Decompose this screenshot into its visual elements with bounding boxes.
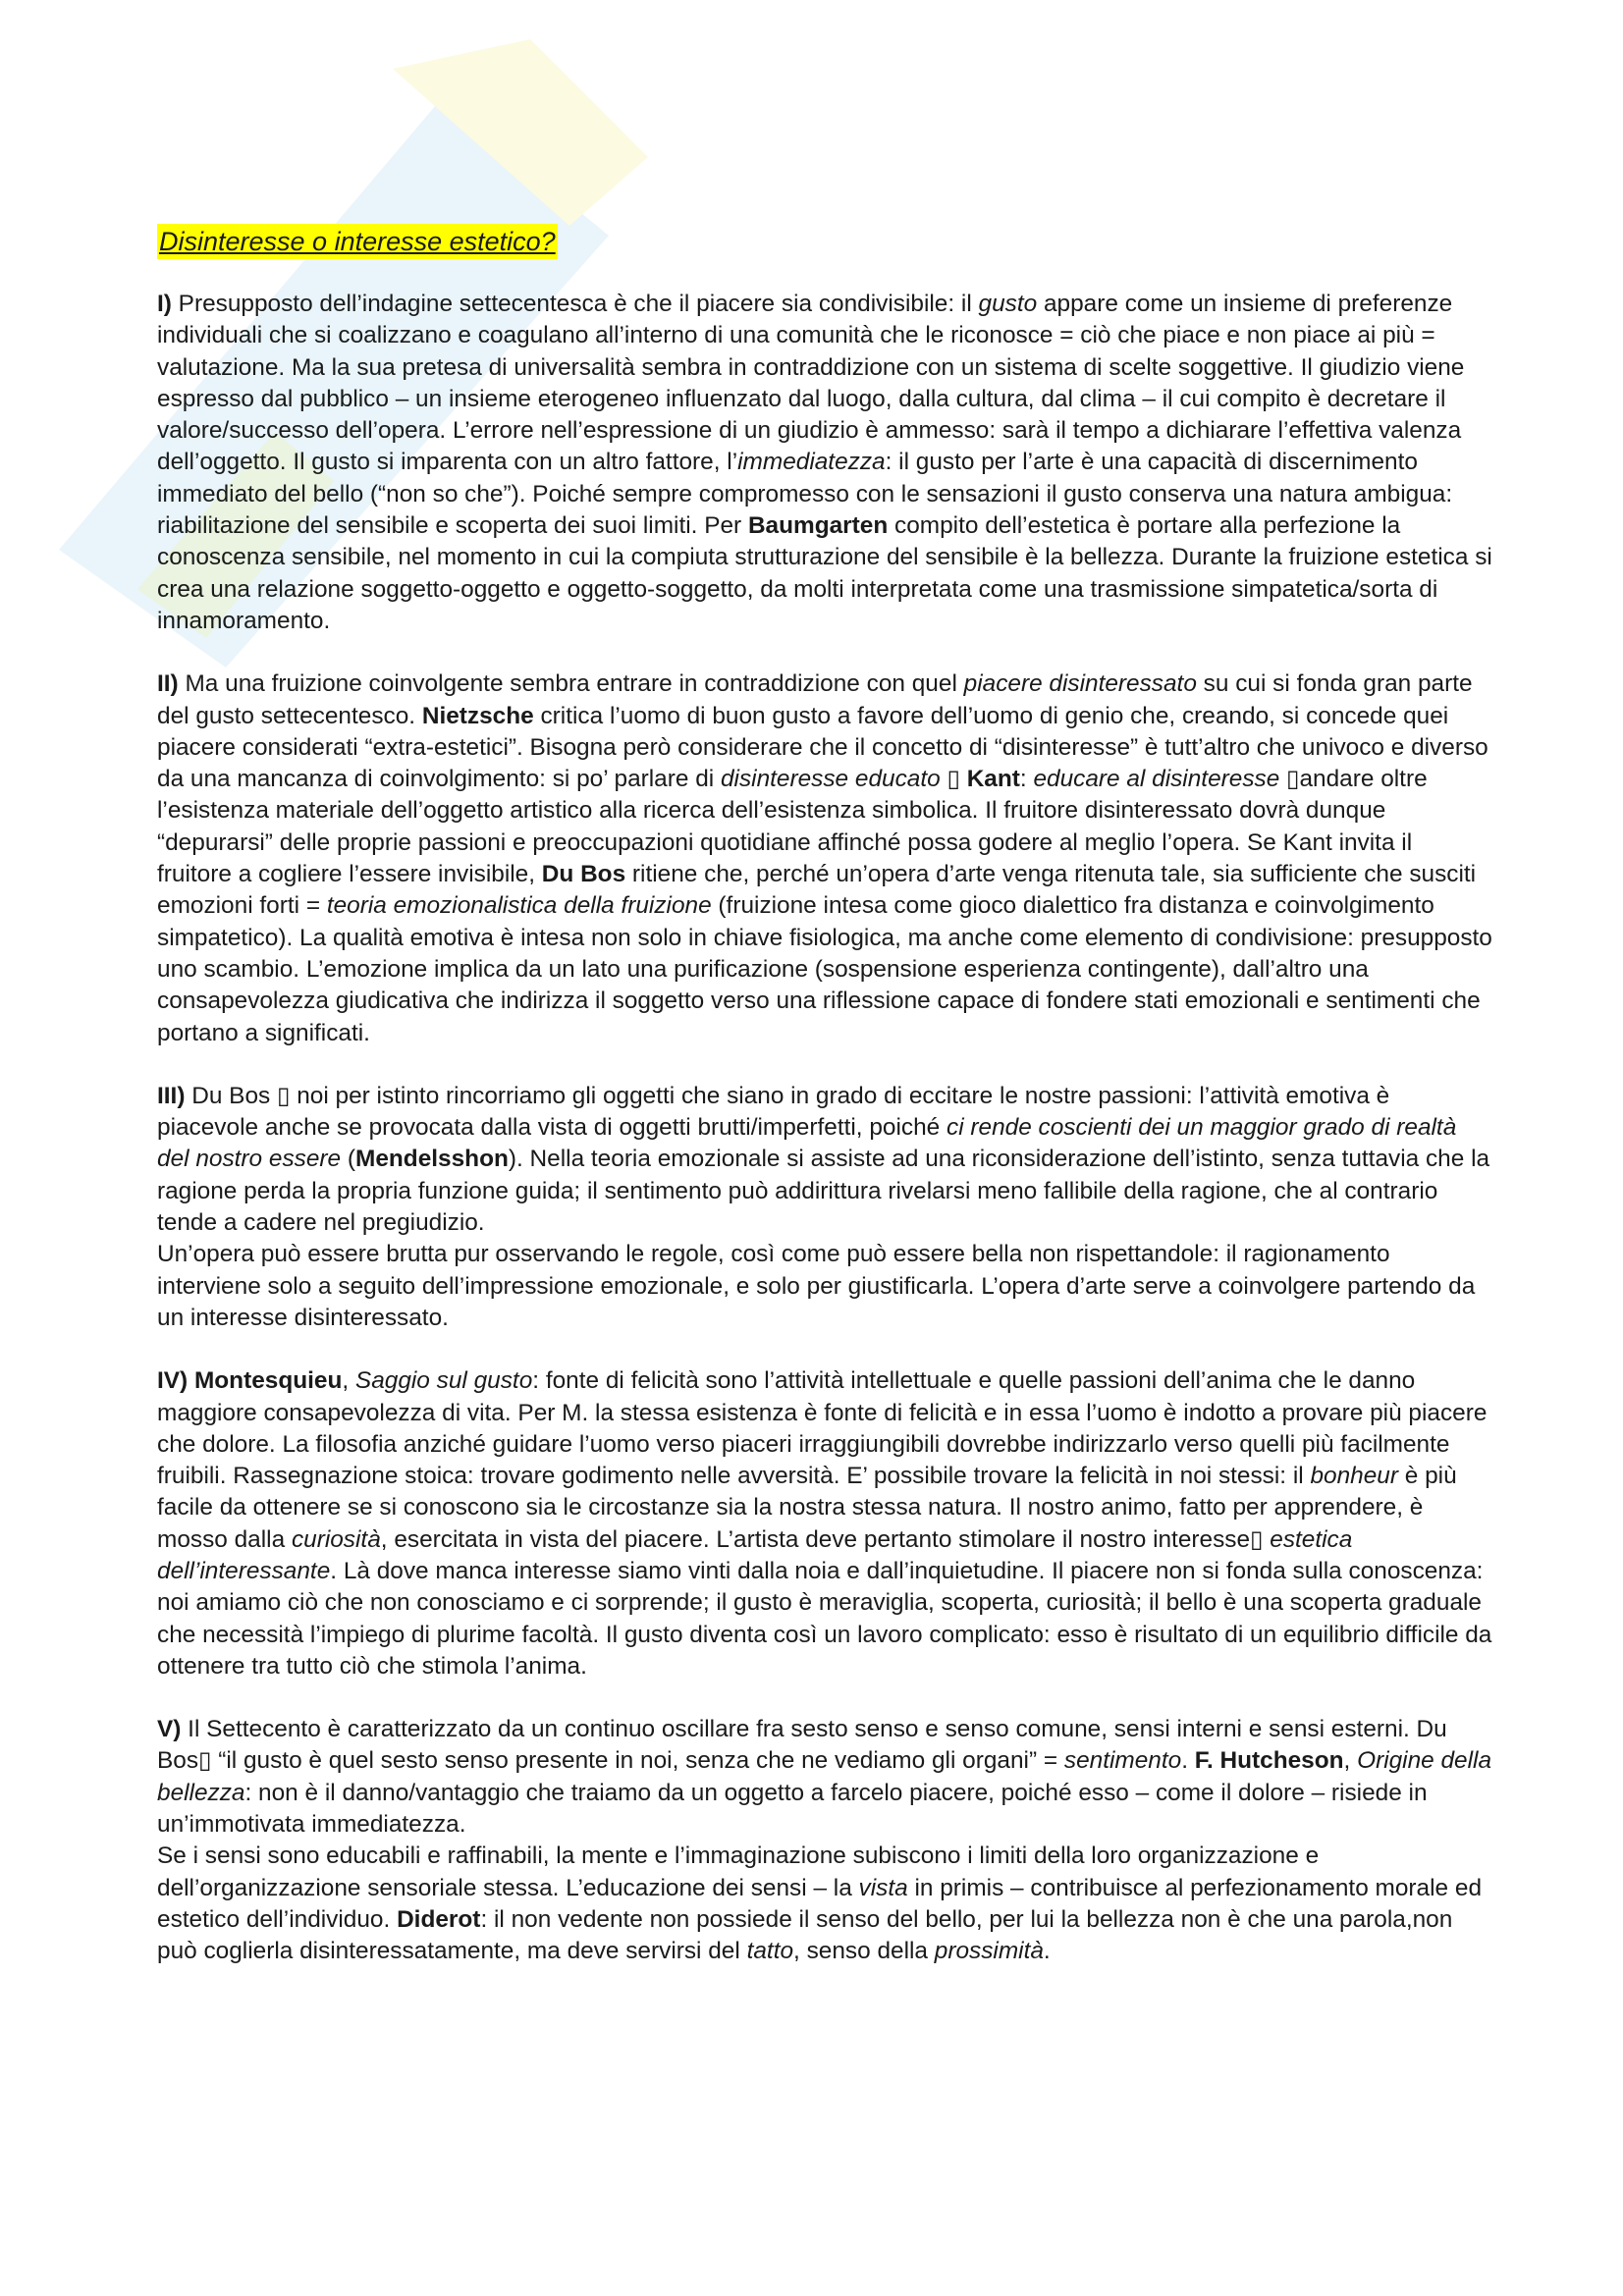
paragraph-text: : il gusto per l’arte è una capacità di discernimento immediato del bello (“non so che”). Poiché sempre compromesso con le sensazioni il gusto conserva una natura ambigua: riabilitazione del sensibile e scoperta dei suoi limiti. Per <box>157 449 1453 540</box>
paragraph-text: critica l’uomo di buon gusto a favore dell’uomo di genio che, creando, si concede quei piacere considerati “extra-estetici”. Bisogna però considerare che il concetto di “disinteresse” è tutt’altro che univoco e diverso da una mancanza di coinvolgimento: si po’ parlare di <box>157 702 1488 793</box>
paragraph-text: : non è il danno/vantaggio che traiamo da un oggetto a farcelo piacere, poiché esso – come il dolore – risiede in un’immotivata immediatezza. <box>157 1779 1428 1839</box>
paragraph-text: appare come un insieme di preferenze individuali che si coalizzano e coagulano all’interno di una comunità che le riconosce = ciò che piace e non piace ai più = valutazione. Ma la sua pretesa di universalità sembra in contraddizione con un sistema di scelte soggettive. Il giudizio viene espresso dal pubblico – un insieme eterogeneo influenzato dal luogo, dalla cultura, dal clima – il cui compito è decretare il valore/successo dell’opera. L’errore nell’espressione di un giudizio è ammesso: sarà il tempo a dichiarare l’effettiva valenza dell’oggetto. Il gusto si imparenta con un altro fattore, l’ <box>157 291 1465 476</box>
bold-text: Kant <box>966 766 1020 793</box>
paragraph-text: , senso della <box>793 1938 935 1965</box>
paragraph-text: , <box>1343 1747 1358 1775</box>
paragraph-text: in primis – contribuisce al perfezionamento morale ed estetico dell’individuo. <box>157 1874 1483 1933</box>
bold-text: II) <box>157 670 179 698</box>
paragraph-text: Ma una fruizione coinvolgente sembra entrare in contraddizione con quel <box>178 670 964 698</box>
paragraph-text: Se i sensi sono educabili e raffinabili, la mente e l’immaginazione subiscono i limiti della loro organizzazione e dell’organizzazione sensoriale stessa. L’educazione dei sensi – la <box>157 1842 1320 1901</box>
bold-text: IV) <box>157 1367 189 1395</box>
paragraph-text: Du Bos ▯ noi per istinto rincorriamo gli oggetti che siano in grado di eccitare le nostre passioni: l’attività emotiva è piacevole anche se provocata dalla vista di oggetti brutti/imperfetti, poiché <box>157 1082 1390 1142</box>
paragraph-text: compito dell’estetica è portare alla perfezione la conoscenza sensibile, nel momento in cui la compiuta strutturazione del sensibile è la bellezza. Durante la fruizione estetica si crea una relazione soggetto-oggetto e oggetto-soggetto, da molti interpretata come una trasmissione simpatetica/sorta di innamoramento. <box>157 512 1492 634</box>
paragraph-text: ▯andare oltre l’esistenza materiale dell’oggetto artistico alla ricerca dell’esistenza simbolica. Il fruitore disinteressato dovrà dunque “depurarsi” delle proprie passioni e preoccupazioni quotidiane affinché possa godere al meglio l’opera. Se Kant invita il fruitore a cogliere l’essere invisibile, <box>157 766 1428 888</box>
paragraph-text: (fruizione intesa come gioco dialettico fra distanza e coinvolgimento simpatetico). La qualità emotiva è intesa non solo in chiave fisiologica, ma anche come elemento di condivisione: presupposto uno scambio. L’emozione implica da un lato una purificazione (sospensione esperienza contingente), dall’altro una consapevolezza giudicativa che indirizza il soggetto verso una riflessione capace di fondere stati emozionali e sentimenti che portano a significati. <box>157 892 1492 1046</box>
italic-text: curiosità <box>291 1525 381 1553</box>
italic-text: sentimento <box>1063 1747 1182 1775</box>
paragraph-text: . <box>1043 1938 1051 1965</box>
paragraph-text: Il Settecento è caratterizzato da un continuo oscillare fra sesto senso e senso comune, sensi interni e sensi esterni. Du Bos▯ “il gusto è quel sesto senso presente in noi, senza che ne vediamo gli organi” = <box>157 1716 1447 1775</box>
italic-text: vista <box>858 1874 908 1901</box>
document-page <box>157 224 1492 2000</box>
italic-text: piacere disinteressato <box>963 670 1197 698</box>
paragraph-text: : il non vedente non possiede il senso del bello, per lui la bellezza non è che una parola,non può coglierla disinteressatamente, ma deve servirsi del <box>157 1905 1453 1965</box>
paragraph-text: . <box>1181 1747 1195 1775</box>
paragraph-text: , <box>342 1367 355 1395</box>
bold-text: Du Bos <box>541 861 626 888</box>
paragraph-text: ). Nella teoria emozionale si assiste ad una riconsiderazione dell’istinto, senza tuttavia che la ragione perda la propria funzione guida; il sentimento può addirittura rivelarsi meno fallibile della ragione, che al contrario tende a cadere nel pregiudizio. <box>157 1146 1490 1237</box>
bold-text: I) <box>157 291 172 317</box>
paragraph-text: su cui si fonda gran parte del gusto settecentesco. <box>157 670 1473 729</box>
paragraph-text: ( <box>341 1146 356 1173</box>
section-paragraph <box>157 1081 1492 1334</box>
bold-text: Diderot <box>397 1905 481 1933</box>
bold-text: Mendelsshon <box>355 1146 509 1173</box>
section-paragraph <box>157 289 1492 637</box>
italic-text: gusto <box>978 291 1038 317</box>
paragraph-text: : fonte di felicità sono l’attività intellettuale e quelle passioni dell’anima che le danno maggiore consapevolezza di vita. Per M. la stessa esistenza è fonte di felicità e in essa l’uomo è indotto a provare più piacere che dolore. La filosofia anziché guidare l’uomo verso piaceri irraggiungibili dovrebbe indirizzarlo verso quelli più facilmente fruibili. Rassegnazione stoica: trovare godimento nelle avversità. E’ possibile trovare la felicità in noi stessi: il <box>157 1367 1488 1490</box>
paragraph-text: , esercitata in vista del piacere. L’artista deve pertanto stimolare il nostro interesse▯ <box>380 1525 1271 1553</box>
italic-text: ci rende coscienti dei un maggior grado di realtà del nostro essere <box>157 1114 1457 1173</box>
italic-text: immediatezza <box>737 449 886 476</box>
italic-text: prossimità <box>934 1938 1044 1965</box>
section-paragraph <box>157 1714 1492 1967</box>
paragraph-text: : <box>1019 766 1034 793</box>
paragraph-text: Presupposto dell’indagine settecentesca è che il piacere sia condivisibile: il <box>171 291 979 317</box>
paragraph-text: Un’opera può essere brutta pur osservando le regole, così come può essere bella non rispettandole: il ragionamento interviene solo a seguito dell’impressione emozionale, e solo per giustificarla. L’opera d’arte serve a coinvolgere partendo da un interesse disinteressato. <box>157 1241 1476 1331</box>
bold-text: Nietzsche <box>421 702 534 729</box>
italic-text: estetica dell’interessante <box>157 1525 1353 1584</box>
italic-text: Saggio sul gusto <box>354 1367 533 1395</box>
paragraph-text: ▯ <box>940 766 967 793</box>
italic-text: educare al disinteresse <box>1033 766 1280 793</box>
section-paragraph <box>157 668 1492 1049</box>
section-paragraph <box>157 1365 1492 1682</box>
italic-text: teoria emozionalistica della fruizione <box>326 892 712 920</box>
bold-text: F. Hutcheson <box>1194 1747 1344 1775</box>
italic-text: tatto <box>746 1938 794 1965</box>
paragraph-text: è più facile da ottenere se si conoscono sia le circostanze sia la nostra stessa natura. Il nostro animo, fatto per apprendere, è mosso dalla <box>157 1463 1457 1553</box>
document-body <box>157 289 1492 1968</box>
bold-text: V) <box>157 1716 182 1743</box>
italic-text: disinteresse educato <box>720 766 941 793</box>
bold-text: Montesquieu <box>193 1367 343 1395</box>
bold-text: III) <box>157 1082 186 1109</box>
paragraph-text: . Là dove manca interesse siamo vinti dalla noia e dall’inquietudine. Il piacere non si fonda sulla conoscenza: noi amiamo ciò che non conosciamo e ci sorprende; il gusto è meraviglia, scoperta, curiosità; il bello è una scoperta graduale che necessità l’impiego di plurime facoltà. Il gusto diventa così un lavoro complicato: esso è risultato di un equilibrio difficile da ottenere tra tutto ciò che stimola l’anima. <box>157 1557 1492 1680</box>
page-title: Disinteresse o interesse estetico? <box>157 224 558 259</box>
paragraph-text <box>188 1367 194 1394</box>
bold-text: Baumgarten <box>747 512 889 540</box>
italic-text: Origine della bellezza <box>157 1747 1492 1806</box>
italic-text: bonheur <box>1310 1463 1398 1490</box>
paragraph-text: ritiene che, perché un’opera d’arte venga ritenuta tale, sia sufficiente che susciti emozioni forti = <box>157 861 1477 920</box>
